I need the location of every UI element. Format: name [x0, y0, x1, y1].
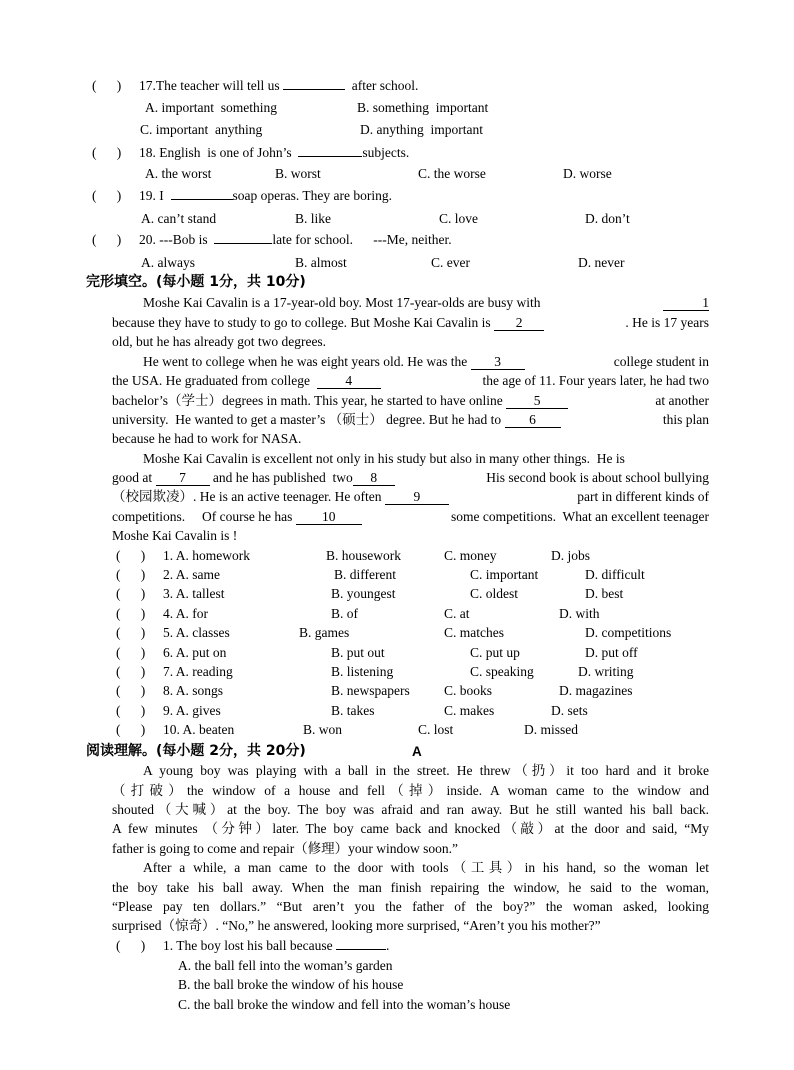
- option-c: C. important: [470, 567, 539, 582]
- option-d: D. difficult: [585, 567, 645, 582]
- option-a: 9. A. gives: [163, 703, 221, 718]
- option-a: 5. A. classes: [163, 625, 230, 640]
- passage-line: After a while, a man came to the door with tools（工具）in his hand, so the woman let: [143, 860, 709, 875]
- cloze-question: ( ) 4. A. for B. of C. at D. with: [116, 606, 600, 621]
- answer-paren: ( ): [92, 145, 122, 160]
- cloze-blank-6: 6: [505, 413, 561, 428]
- passage-line: A few minutes （分钟）later. The boy came back and knocked（敲）at the door and said, “My: [112, 821, 709, 836]
- cloze-question: ( ) 7. A. reading B. listening C. speaking D. writing: [116, 664, 634, 679]
- option-d: D. writing: [578, 664, 634, 679]
- option-c: C. lost: [418, 722, 454, 737]
- option-d: D. sets: [551, 703, 588, 718]
- option-c: C. the ball broke the window and fell into the woman’s house: [178, 997, 511, 1012]
- passage-line: Moshe Kai Cavalin is excellent not only in his study but also in many other things. He is: [143, 451, 625, 466]
- passage-line: “Please pay ten dollars.” “But aren’t you the father of the boy?” the woman asked, looking: [112, 899, 709, 914]
- passage-line: good at 7 and he has published two 8 His second book is about school bullying: [112, 470, 709, 485]
- option-a: 10. A. beaten: [163, 722, 235, 737]
- passage-line: competitions. Of course he has 10 some competitions. What an excellent teenager: [112, 509, 709, 524]
- option-b: B. youngest: [331, 586, 396, 601]
- cloze-question: ( ) 10. A. beaten B. won C. lost D. missed: [116, 722, 578, 737]
- option-c: C. at: [444, 606, 470, 621]
- option-c: C. makes: [444, 703, 495, 718]
- option-a: 1. A. homework: [163, 548, 250, 563]
- option-b: B. the ball broke the window of his house: [178, 977, 404, 992]
- option-a: 8. A. songs: [163, 683, 224, 698]
- reading-heading: 阅读理解。(每小题 2分，共 20分): [86, 743, 306, 759]
- cloze-blank-4: 4: [317, 374, 381, 389]
- option-c: C. money: [444, 548, 497, 563]
- option-b: B. games: [299, 625, 350, 640]
- cloze-blank-8: 8: [353, 471, 395, 486]
- cloze-blank-5: 5: [506, 394, 568, 409]
- option-b: B. listening: [331, 664, 394, 679]
- option-c: C. ever: [431, 255, 470, 270]
- passage-line: Moshe Kai Cavalin is a 17-year-old boy. Most 17-year-olds are busy with 1: [143, 295, 709, 310]
- cloze-question: ( ) 2. A. same B. different C. important D. difficult: [116, 567, 645, 582]
- passage-line: because they have to study to go to college. But Moshe Kai Cavalin is 2 . He is 17 years: [112, 315, 709, 330]
- cloze-blank-9: 9: [385, 490, 449, 505]
- option-d: D. competitions: [585, 625, 672, 640]
- option-a: 3. A. tallest: [163, 586, 225, 601]
- cloze-question: ( ) 5. A. classes B. games C. matches D. competitions: [116, 625, 672, 640]
- cloze-heading: 完形填空。(每小题 1分，共 10分): [86, 274, 306, 290]
- option-d: D. jobs: [551, 548, 591, 563]
- option-a: A. the worst: [145, 166, 212, 181]
- cloze-question: ( ) 3. A. tallest B. youngest C. oldest D. best: [116, 586, 624, 601]
- passage-line: because he had to work for NASA.: [112, 431, 302, 446]
- passage-line: the boy take his ball away. When the man finish repairing the window, he said to the woman,: [112, 880, 709, 895]
- question-stem: 20. ---Bob is late for school. ---Me, neither.: [139, 232, 452, 247]
- option-d: D. put off: [585, 645, 638, 660]
- answer-paren: ( ): [92, 78, 122, 93]
- answer-blank: [214, 243, 272, 244]
- passage-line: bachelor’s（学士）degrees in math. This year, he started to have online 5 at another: [112, 393, 709, 408]
- passage-line: the USA. He graduated from college 4 the age of 11. Four years later, he had two: [112, 373, 709, 388]
- answer-blank: [298, 156, 362, 157]
- option-c: C. put up: [470, 645, 520, 660]
- passage-line: Moshe Kai Cavalin is !: [112, 528, 238, 543]
- passage-line: father is going to come and repair（修理）your window soon.”: [112, 841, 459, 856]
- passage-line: （校园欺凌）. He is an active teenager. He often 9 part in different kinds of: [112, 489, 709, 504]
- passage-label: A: [412, 744, 422, 759]
- option-b: B. different: [334, 567, 396, 582]
- option-a: 2. A. same: [163, 567, 220, 582]
- option-a: 4. A. for: [163, 606, 208, 621]
- option-d: D. magazines: [559, 683, 633, 698]
- answer-blank: [336, 949, 386, 950]
- option-a: A. can’t stand: [141, 211, 217, 226]
- option-b: B. won: [303, 722, 343, 737]
- cloze-question: ( ) 8. A. songs B. newspapers C. books D. magazines: [116, 683, 633, 698]
- question-stem: 18. English is one of John’s subjects.: [139, 145, 410, 160]
- option-d: D. best: [585, 586, 624, 601]
- option-b: B. something important: [357, 100, 489, 115]
- option-b: B. almost: [295, 255, 347, 270]
- option-c: C. matches: [444, 625, 504, 640]
- option-d: D. never: [578, 255, 625, 270]
- option-d: D. with: [559, 606, 600, 621]
- cloze-question: ( ) 6. A. put on B. put out C. put up D. put off: [116, 645, 638, 660]
- option-c: C. the worse: [418, 166, 486, 181]
- option-d: D. worse: [563, 166, 612, 181]
- option-b: B. put out: [331, 645, 385, 660]
- option-b: B. of: [331, 606, 358, 621]
- passage-line: old, but he has already got two degrees.: [112, 334, 327, 349]
- option-a: A. always: [141, 255, 195, 270]
- option-b: B. takes: [331, 703, 375, 718]
- passage-line: surprised（惊奇）. “No,” he answered, looking more surprised, “Aren’t you his mother?”: [112, 918, 601, 933]
- option-a: A. important something: [145, 100, 277, 115]
- question-stem: 1. The boy lost his ball because .: [163, 938, 390, 953]
- option-b: B. like: [295, 211, 331, 226]
- option-d: D. anything important: [360, 122, 483, 137]
- option-d: D. missed: [524, 722, 578, 737]
- option-c: C. important anything: [140, 122, 263, 137]
- cloze-blank-2: 2: [494, 316, 544, 331]
- option-b: B. worst: [275, 166, 321, 181]
- passage-line: university. He wanted to get a master’s （硕士） degree. But he had to 6 this plan: [112, 412, 709, 427]
- passage-line: shouted（大喊）at the boy. The boy was afraid and ran away. But he still wanted his ball back.: [112, 802, 709, 817]
- option-b: B. newspapers: [331, 683, 410, 698]
- passage-line: A young boy was playing with a ball in the street. He threw（扔）it too hard and it broke: [143, 763, 709, 778]
- question-stem: 17.The teacher will tell us after school.: [139, 78, 419, 93]
- option-c: C. speaking: [470, 664, 534, 679]
- answer-paren: ( ): [92, 188, 122, 203]
- cloze-blank-1: 1: [663, 296, 709, 311]
- option-c: C. oldest: [470, 586, 519, 601]
- option-a: 7. A. reading: [163, 664, 233, 679]
- option-b: B. housework: [326, 548, 401, 563]
- answer-blank: [171, 199, 233, 200]
- cloze-question: ( ) 9. A. gives B. takes C. makes D. sets: [116, 703, 588, 718]
- option-a: A. the ball fell into the woman’s garden: [178, 958, 393, 973]
- question-stem: 19. I soap operas. They are boring.: [139, 188, 392, 203]
- option-c: C. love: [439, 211, 478, 226]
- cloze-blank-3: 3: [471, 355, 525, 370]
- answer-paren: ( ): [92, 232, 122, 247]
- option-c: C. books: [444, 683, 493, 698]
- cloze-blank-7: 7: [156, 471, 210, 486]
- passage-line: He went to college when he was eight years old. He was the 3 college student in: [143, 354, 709, 369]
- answer-blank: [283, 89, 345, 90]
- cloze-question: ( ) 1. A. homework B. housework C. money D. jobs: [116, 548, 591, 563]
- answer-paren: ( ): [116, 938, 146, 953]
- option-a: 6. A. put on: [163, 645, 227, 660]
- option-d: D. don’t: [585, 211, 630, 226]
- cloze-blank-10: 10: [296, 510, 362, 525]
- passage-line: （打破）the window of a house and fell（掉）inside. A woman came to the window and: [112, 783, 709, 798]
